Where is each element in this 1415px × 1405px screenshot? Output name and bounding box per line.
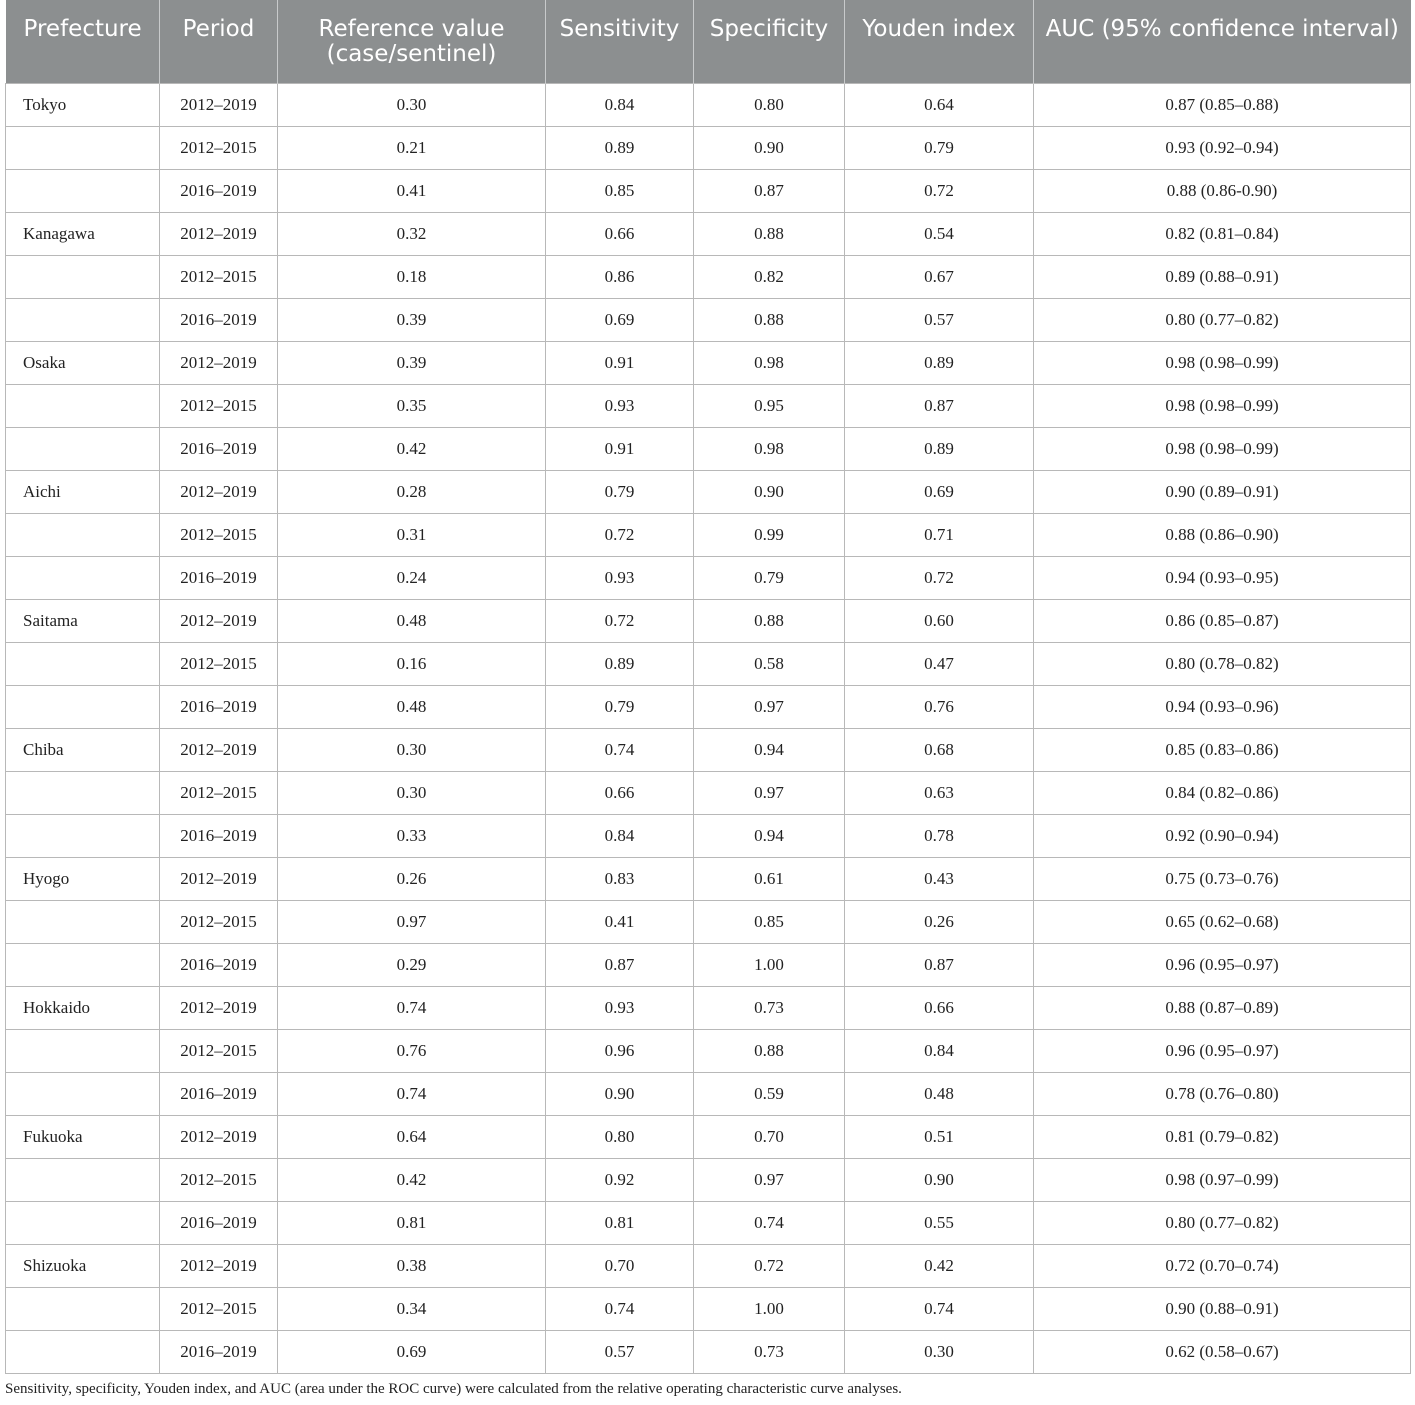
reference-value-cell: 0.30 bbox=[278, 83, 546, 126]
header-prefecture: Prefecture bbox=[6, 0, 160, 83]
youden-index-cell: 0.72 bbox=[845, 169, 1034, 212]
table-row bbox=[6, 900, 1411, 943]
youden-index-cell: 0.76 bbox=[845, 685, 1034, 728]
table-row bbox=[6, 1115, 1411, 1158]
reference-value-cell: 0.42 bbox=[278, 427, 546, 470]
auc-cell: 0.84 (0.82–0.86) bbox=[1034, 771, 1411, 814]
reference-value-cell: 0.26 bbox=[278, 857, 546, 900]
period-cell: 2012–2019 bbox=[160, 728, 278, 771]
youden-index-cell: 0.43 bbox=[845, 857, 1034, 900]
sensitivity-cell: 0.57 bbox=[546, 1330, 694, 1373]
table-row bbox=[6, 728, 1411, 771]
sensitivity-cell: 0.72 bbox=[546, 513, 694, 556]
period-cell: 2012–2019 bbox=[160, 83, 278, 126]
sensitivity-cell: 0.91 bbox=[546, 341, 694, 384]
period-cell: 2016–2019 bbox=[160, 427, 278, 470]
specificity-cell: 0.61 bbox=[694, 857, 845, 900]
header-specificity: Specificity bbox=[694, 0, 845, 83]
youden-index-cell: 0.84 bbox=[845, 1029, 1034, 1072]
table-row bbox=[6, 126, 1411, 169]
reference-value-cell: 0.97 bbox=[278, 900, 546, 943]
table-row bbox=[6, 986, 1411, 1029]
auc-cell: 0.88 (0.86-0.90) bbox=[1034, 169, 1411, 212]
prefecture-cell: Osaka bbox=[6, 341, 160, 384]
sensitivity-cell: 0.70 bbox=[546, 1244, 694, 1287]
sensitivity-cell: 0.79 bbox=[546, 685, 694, 728]
prefecture-cell bbox=[6, 298, 160, 341]
period-cell: 2012–2019 bbox=[160, 986, 278, 1029]
prefecture-cell: Chiba bbox=[6, 728, 160, 771]
sensitivity-cell: 0.83 bbox=[546, 857, 694, 900]
table-row bbox=[6, 255, 1411, 298]
youden-index-cell: 0.72 bbox=[845, 556, 1034, 599]
sensitivity-cell: 0.69 bbox=[546, 298, 694, 341]
prefecture-cell bbox=[6, 771, 160, 814]
reference-value-cell: 0.28 bbox=[278, 470, 546, 513]
sensitivity-cell: 0.90 bbox=[546, 1072, 694, 1115]
youden-index-cell: 0.60 bbox=[845, 599, 1034, 642]
auc-cell: 0.92 (0.90–0.94) bbox=[1034, 814, 1411, 857]
prefecture-cell bbox=[6, 1287, 160, 1330]
period-cell: 2012–2019 bbox=[160, 857, 278, 900]
prefecture-cell: Hokkaido bbox=[6, 986, 160, 1029]
youden-index-cell: 0.63 bbox=[845, 771, 1034, 814]
table-row bbox=[6, 212, 1411, 255]
prefecture-cell bbox=[6, 1029, 160, 1072]
table-row bbox=[6, 169, 1411, 212]
youden-index-cell: 0.90 bbox=[845, 1158, 1034, 1201]
specificity-cell: 0.98 bbox=[694, 341, 845, 384]
period-cell: 2012–2015 bbox=[160, 1287, 278, 1330]
table-row bbox=[6, 771, 1411, 814]
specificity-cell: 0.85 bbox=[694, 900, 845, 943]
sensitivity-cell: 0.81 bbox=[546, 1201, 694, 1244]
prefecture-cell: Saitama bbox=[6, 599, 160, 642]
sensitivity-cell: 0.87 bbox=[546, 943, 694, 986]
auc-cell: 0.72 (0.70–0.74) bbox=[1034, 1244, 1411, 1287]
results-table bbox=[5, 0, 1411, 1374]
table-row bbox=[6, 83, 1411, 126]
youden-index-cell: 0.87 bbox=[845, 943, 1034, 986]
period-cell: 2012–2015 bbox=[160, 1158, 278, 1201]
prefecture-cell bbox=[6, 814, 160, 857]
youden-index-cell: 0.54 bbox=[845, 212, 1034, 255]
sensitivity-cell: 0.92 bbox=[546, 1158, 694, 1201]
auc-cell: 0.85 (0.83–0.86) bbox=[1034, 728, 1411, 771]
table-row bbox=[6, 341, 1411, 384]
sensitivity-cell: 0.89 bbox=[546, 126, 694, 169]
youden-index-cell: 0.89 bbox=[845, 341, 1034, 384]
youden-index-cell: 0.55 bbox=[845, 1201, 1034, 1244]
prefecture-cell bbox=[6, 427, 160, 470]
sensitivity-cell: 0.96 bbox=[546, 1029, 694, 1072]
period-cell: 2016–2019 bbox=[160, 556, 278, 599]
specificity-cell: 0.79 bbox=[694, 556, 845, 599]
reference-value-cell: 0.76 bbox=[278, 1029, 546, 1072]
table-row bbox=[6, 943, 1411, 986]
prefecture-cell: Tokyo bbox=[6, 83, 160, 126]
reference-value-cell: 0.42 bbox=[278, 1158, 546, 1201]
table-body bbox=[6, 83, 1411, 1373]
period-cell: 2016–2019 bbox=[160, 1072, 278, 1115]
specificity-cell: 0.88 bbox=[694, 298, 845, 341]
specificity-cell: 0.80 bbox=[694, 83, 845, 126]
prefecture-cell: Shizuoka bbox=[6, 1244, 160, 1287]
youden-index-cell: 0.87 bbox=[845, 384, 1034, 427]
prefecture-cell bbox=[6, 556, 160, 599]
auc-cell: 0.80 (0.77–0.82) bbox=[1034, 298, 1411, 341]
sensitivity-cell: 0.74 bbox=[546, 1287, 694, 1330]
header-row bbox=[6, 0, 1411, 83]
prefecture-cell bbox=[6, 513, 160, 556]
specificity-cell: 0.88 bbox=[694, 599, 845, 642]
table-row bbox=[6, 1158, 1411, 1201]
auc-cell: 0.94 (0.93–0.96) bbox=[1034, 685, 1411, 728]
sensitivity-cell: 0.85 bbox=[546, 169, 694, 212]
auc-cell: 0.88 (0.87–0.89) bbox=[1034, 986, 1411, 1029]
period-cell: 2012–2015 bbox=[160, 900, 278, 943]
youden-index-cell: 0.48 bbox=[845, 1072, 1034, 1115]
youden-index-cell: 0.67 bbox=[845, 255, 1034, 298]
table-row bbox=[6, 470, 1411, 513]
period-cell: 2016–2019 bbox=[160, 298, 278, 341]
table-row bbox=[6, 513, 1411, 556]
prefecture-cell bbox=[6, 384, 160, 427]
sensitivity-cell: 0.91 bbox=[546, 427, 694, 470]
sensitivity-cell: 0.80 bbox=[546, 1115, 694, 1158]
period-cell: 2012–2015 bbox=[160, 384, 278, 427]
youden-index-cell: 0.26 bbox=[845, 900, 1034, 943]
reference-value-cell: 0.34 bbox=[278, 1287, 546, 1330]
auc-cell: 0.98 (0.98–0.99) bbox=[1034, 384, 1411, 427]
prefecture-cell: Hyogo bbox=[6, 857, 160, 900]
auc-cell: 0.96 (0.95–0.97) bbox=[1034, 1029, 1411, 1072]
period-cell: 2012–2019 bbox=[160, 212, 278, 255]
specificity-cell: 0.73 bbox=[694, 986, 845, 1029]
specificity-cell: 1.00 bbox=[694, 943, 845, 986]
youden-index-cell: 0.89 bbox=[845, 427, 1034, 470]
prefecture-cell bbox=[6, 255, 160, 298]
sensitivity-cell: 0.93 bbox=[546, 986, 694, 1029]
sensitivity-cell: 0.66 bbox=[546, 212, 694, 255]
table-row bbox=[6, 1244, 1411, 1287]
period-cell: 2012–2015 bbox=[160, 642, 278, 685]
period-cell: 2016–2019 bbox=[160, 685, 278, 728]
auc-cell: 0.89 (0.88–0.91) bbox=[1034, 255, 1411, 298]
prefecture-cell bbox=[6, 1158, 160, 1201]
sensitivity-cell: 0.89 bbox=[546, 642, 694, 685]
header-youden-index: Youden index bbox=[845, 0, 1034, 83]
auc-cell: 0.78 (0.76–0.80) bbox=[1034, 1072, 1411, 1115]
reference-value-cell: 0.33 bbox=[278, 814, 546, 857]
specificity-cell: 0.74 bbox=[694, 1201, 845, 1244]
prefecture-cell bbox=[6, 1201, 160, 1244]
prefecture-cell bbox=[6, 169, 160, 212]
reference-value-cell: 0.48 bbox=[278, 599, 546, 642]
table-row bbox=[6, 1072, 1411, 1115]
youden-index-cell: 0.51 bbox=[845, 1115, 1034, 1158]
period-cell: 2016–2019 bbox=[160, 943, 278, 986]
youden-index-cell: 0.42 bbox=[845, 1244, 1034, 1287]
period-cell: 2016–2019 bbox=[160, 1330, 278, 1373]
prefecture-cell: Aichi bbox=[6, 470, 160, 513]
sensitivity-cell: 0.93 bbox=[546, 556, 694, 599]
table-row bbox=[6, 685, 1411, 728]
specificity-cell: 0.99 bbox=[694, 513, 845, 556]
auc-cell: 0.88 (0.86–0.90) bbox=[1034, 513, 1411, 556]
period-cell: 2012–2019 bbox=[160, 599, 278, 642]
table-row bbox=[6, 814, 1411, 857]
period-cell: 2016–2019 bbox=[160, 1201, 278, 1244]
reference-value-cell: 0.39 bbox=[278, 298, 546, 341]
table-row bbox=[6, 1287, 1411, 1330]
sensitivity-cell: 0.93 bbox=[546, 384, 694, 427]
auc-cell: 0.98 (0.98–0.99) bbox=[1034, 341, 1411, 384]
reference-value-cell: 0.18 bbox=[278, 255, 546, 298]
auc-cell: 0.82 (0.81–0.84) bbox=[1034, 212, 1411, 255]
header-auc: AUC (95% confidence interval) bbox=[1034, 0, 1411, 83]
specificity-cell: 0.88 bbox=[694, 1029, 845, 1072]
reference-value-cell: 0.29 bbox=[278, 943, 546, 986]
sensitivity-cell: 0.41 bbox=[546, 900, 694, 943]
auc-cell: 0.90 (0.89–0.91) bbox=[1034, 470, 1411, 513]
specificity-cell: 0.90 bbox=[694, 126, 845, 169]
specificity-cell: 0.58 bbox=[694, 642, 845, 685]
table-row bbox=[6, 642, 1411, 685]
youden-index-cell: 0.79 bbox=[845, 126, 1034, 169]
specificity-cell: 0.94 bbox=[694, 728, 845, 771]
sensitivity-cell: 0.72 bbox=[546, 599, 694, 642]
prefecture-cell: Fukuoka bbox=[6, 1115, 160, 1158]
header-period: Period bbox=[160, 0, 278, 83]
auc-cell: 0.62 (0.58–0.67) bbox=[1034, 1330, 1411, 1373]
auc-cell: 0.75 (0.73–0.76) bbox=[1034, 857, 1411, 900]
specificity-cell: 0.97 bbox=[694, 771, 845, 814]
sensitivity-cell: 0.66 bbox=[546, 771, 694, 814]
auc-cell: 0.80 (0.77–0.82) bbox=[1034, 1201, 1411, 1244]
specificity-cell: 0.94 bbox=[694, 814, 845, 857]
auc-cell: 0.81 (0.79–0.82) bbox=[1034, 1115, 1411, 1158]
prefecture-cell bbox=[6, 900, 160, 943]
specificity-cell: 0.98 bbox=[694, 427, 845, 470]
auc-cell: 0.65 (0.62–0.68) bbox=[1034, 900, 1411, 943]
youden-index-cell: 0.68 bbox=[845, 728, 1034, 771]
period-cell: 2012–2015 bbox=[160, 1029, 278, 1072]
auc-cell: 0.98 (0.98–0.99) bbox=[1034, 427, 1411, 470]
header-reference-value: Reference value (case/sentinel) bbox=[278, 0, 546, 83]
prefecture-cell bbox=[6, 1330, 160, 1373]
youden-index-cell: 0.74 bbox=[845, 1287, 1034, 1330]
auc-cell: 0.98 (0.97–0.99) bbox=[1034, 1158, 1411, 1201]
specificity-cell: 0.73 bbox=[694, 1330, 845, 1373]
specificity-cell: 0.97 bbox=[694, 1158, 845, 1201]
youden-index-cell: 0.30 bbox=[845, 1330, 1034, 1373]
specificity-cell: 0.95 bbox=[694, 384, 845, 427]
youden-index-cell: 0.57 bbox=[845, 298, 1034, 341]
table-row bbox=[6, 556, 1411, 599]
specificity-cell: 0.82 bbox=[694, 255, 845, 298]
auc-cell: 0.87 (0.85–0.88) bbox=[1034, 83, 1411, 126]
prefecture-cell bbox=[6, 685, 160, 728]
table-footnote: Sensitivity, specificity, Youden index, and AUC (area under the ROC curve) were calculated from the relative operating characteristic curve analyses. bbox=[5, 1381, 902, 1397]
auc-cell: 0.80 (0.78–0.82) bbox=[1034, 642, 1411, 685]
reference-value-cell: 0.69 bbox=[278, 1330, 546, 1373]
specificity-cell: 1.00 bbox=[694, 1287, 845, 1330]
prefecture-cell bbox=[6, 1072, 160, 1115]
specificity-cell: 0.90 bbox=[694, 470, 845, 513]
period-cell: 2016–2019 bbox=[160, 814, 278, 857]
specificity-cell: 0.97 bbox=[694, 685, 845, 728]
period-cell: 2012–2019 bbox=[160, 341, 278, 384]
table-row bbox=[6, 1330, 1411, 1373]
sensitivity-cell: 0.74 bbox=[546, 728, 694, 771]
youden-index-cell: 0.66 bbox=[845, 986, 1034, 1029]
period-cell: 2016–2019 bbox=[160, 169, 278, 212]
prefecture-cell: Kanagawa bbox=[6, 212, 160, 255]
table-row bbox=[6, 599, 1411, 642]
reference-value-cell: 0.16 bbox=[278, 642, 546, 685]
youden-index-cell: 0.71 bbox=[845, 513, 1034, 556]
youden-index-cell: 0.69 bbox=[845, 470, 1034, 513]
prefecture-cell bbox=[6, 126, 160, 169]
prefecture-cell bbox=[6, 642, 160, 685]
reference-value-cell: 0.38 bbox=[278, 1244, 546, 1287]
specificity-cell: 0.87 bbox=[694, 169, 845, 212]
youden-index-cell: 0.64 bbox=[845, 83, 1034, 126]
specificity-cell: 0.59 bbox=[694, 1072, 845, 1115]
sensitivity-cell: 0.84 bbox=[546, 83, 694, 126]
reference-value-cell: 0.48 bbox=[278, 685, 546, 728]
sensitivity-cell: 0.79 bbox=[546, 470, 694, 513]
sensitivity-cell: 0.86 bbox=[546, 255, 694, 298]
reference-value-cell: 0.74 bbox=[278, 986, 546, 1029]
prefecture-cell bbox=[6, 943, 160, 986]
specificity-cell: 0.70 bbox=[694, 1115, 845, 1158]
table-row bbox=[6, 1201, 1411, 1244]
period-cell: 2012–2019 bbox=[160, 1115, 278, 1158]
period-cell: 2012–2019 bbox=[160, 470, 278, 513]
table-row bbox=[6, 298, 1411, 341]
auc-cell: 0.93 (0.92–0.94) bbox=[1034, 126, 1411, 169]
period-cell: 2012–2015 bbox=[160, 255, 278, 298]
reference-value-cell: 0.41 bbox=[278, 169, 546, 212]
specificity-cell: 0.88 bbox=[694, 212, 845, 255]
table-row bbox=[6, 384, 1411, 427]
reference-value-cell: 0.81 bbox=[278, 1201, 546, 1244]
youden-index-cell: 0.47 bbox=[845, 642, 1034, 685]
reference-value-cell: 0.31 bbox=[278, 513, 546, 556]
reference-value-cell: 0.74 bbox=[278, 1072, 546, 1115]
period-cell: 2012–2015 bbox=[160, 126, 278, 169]
reference-value-cell: 0.21 bbox=[278, 126, 546, 169]
reference-value-cell: 0.64 bbox=[278, 1115, 546, 1158]
period-cell: 2012–2015 bbox=[160, 513, 278, 556]
reference-value-cell: 0.32 bbox=[278, 212, 546, 255]
sensitivity-cell: 0.84 bbox=[546, 814, 694, 857]
reference-value-cell: 0.35 bbox=[278, 384, 546, 427]
table-row bbox=[6, 857, 1411, 900]
table-row bbox=[6, 427, 1411, 470]
period-cell: 2012–2015 bbox=[160, 771, 278, 814]
reference-value-cell: 0.30 bbox=[278, 771, 546, 814]
table-row bbox=[6, 1029, 1411, 1072]
auc-cell: 0.94 (0.93–0.95) bbox=[1034, 556, 1411, 599]
reference-value-cell: 0.30 bbox=[278, 728, 546, 771]
period-cell: 2012–2019 bbox=[160, 1244, 278, 1287]
specificity-cell: 0.72 bbox=[694, 1244, 845, 1287]
auc-cell: 0.90 (0.88–0.91) bbox=[1034, 1287, 1411, 1330]
youden-index-cell: 0.78 bbox=[845, 814, 1034, 857]
auc-cell: 0.96 (0.95–0.97) bbox=[1034, 943, 1411, 986]
header-sensitivity: Sensitivity bbox=[546, 0, 694, 83]
auc-cell: 0.86 (0.85–0.87) bbox=[1034, 599, 1411, 642]
reference-value-cell: 0.39 bbox=[278, 341, 546, 384]
reference-value-cell: 0.24 bbox=[278, 556, 546, 599]
